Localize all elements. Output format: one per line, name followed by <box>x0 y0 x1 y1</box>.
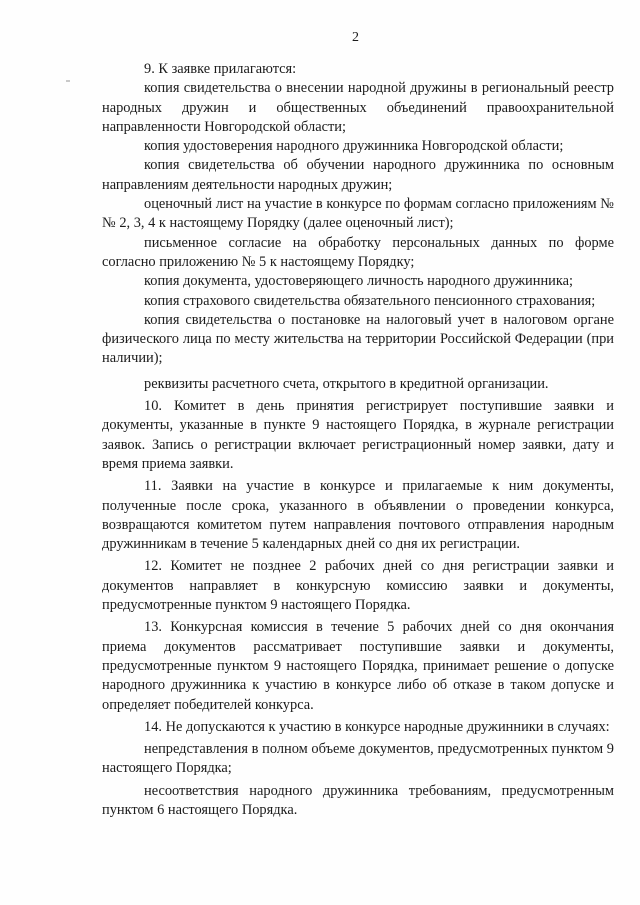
paragraph-14: 14. Не допускаются к участию в конкурсе народные дружинники в случаях: <box>144 718 610 735</box>
list-item-noncompliance: несоответствия народного дружинника требованиям, предусмотренным пунктом 6 настоящего Порядка. <box>102 782 614 818</box>
scan-speck <box>66 80 70 82</box>
list-item-registry-certificate: копия свидетельства о внесении народной дружины в региональный реестр народных дружин и общественных объединений правоохранительной направленности Новгородской области; <box>102 80 614 135</box>
document-body <box>102 60 614 820</box>
list-item-consent: письменное согласие на обработку персональных данных по форме согласно приложению № 5 к настоящему Порядку; <box>102 234 614 270</box>
list-item-pension-insurance: копия страхового свидетельства обязательного пенсионного страхования; <box>144 292 596 309</box>
page-number: 2 <box>352 30 359 45</box>
list-item-tax-registration: копия свидетельства о постановке на налоговый учет в налоговом органе физического лица по месту жительства на территории Российской Федерации (при наличии); <box>102 311 614 367</box>
paragraph-13: 13. Конкурсная комиссия в течение 5 рабочих дней со дня окончания приема документов рассматривает поступившие заявки и документы, предусмотренные пунктом 9 настоящего Порядка, принимает решение о допуске народного дружинника к участию в конкурсе либо об отказе в таком допуске и определяет победителей конкурса. <box>102 619 614 713</box>
list-item-bank-details: реквизиты расчетного счета, открытого в кредитной организации. <box>144 375 549 392</box>
list-item-training-certificate: копия свидетельства об обучении народного дружинника по основным направлениям деятельности народных дружин; <box>102 157 614 193</box>
list-item-id-copy: копия удостоверения народного дружинника Новгородской области; <box>144 138 564 155</box>
paragraph-10: 10. Комитет в день принятия регистрирует поступившие заявки и документы, указанные в пункте 9 настоящего Порядка, в журнале регистрации заявок. Запись о регистрации включает регистрационный номер заявки, дату и время приема заявки. <box>102 398 614 472</box>
paragraph-9-heading: 9. К заявке прилагаются: <box>144 61 297 77</box>
list-item-identity-document: копия документа, удостоверяющего личность народного дружинника; <box>144 273 574 290</box>
paragraph-12: 12. Комитет не позднее 2 рабочих дней со дня регистрации заявки и документов направляет в конкурсную комиссию заявки и документы, предусмотренные пунктом 9 настоящего Порядка. <box>102 558 614 614</box>
paragraph-11: 11. Заявки на участие в конкурсе и прилагаемые к ним документы, полученные после срока, указанного в объявлении о проведении конкурса, возвращаются комитетом путем направления почтового отправления народным дружинникам в течение 5 календарных дней со дня их регистрации. <box>102 478 614 553</box>
list-item-evaluation-sheet: оценочный лист на участие в конкурсе по формам согласно приложениям №№ 2, 3, 4 к настоящему Порядку (далее оценочный лист); <box>102 196 614 232</box>
list-item-incomplete-documents: непредставления в полном объеме документов, предусмотренных пунктом 9 настоящего Порядка; <box>102 741 614 777</box>
